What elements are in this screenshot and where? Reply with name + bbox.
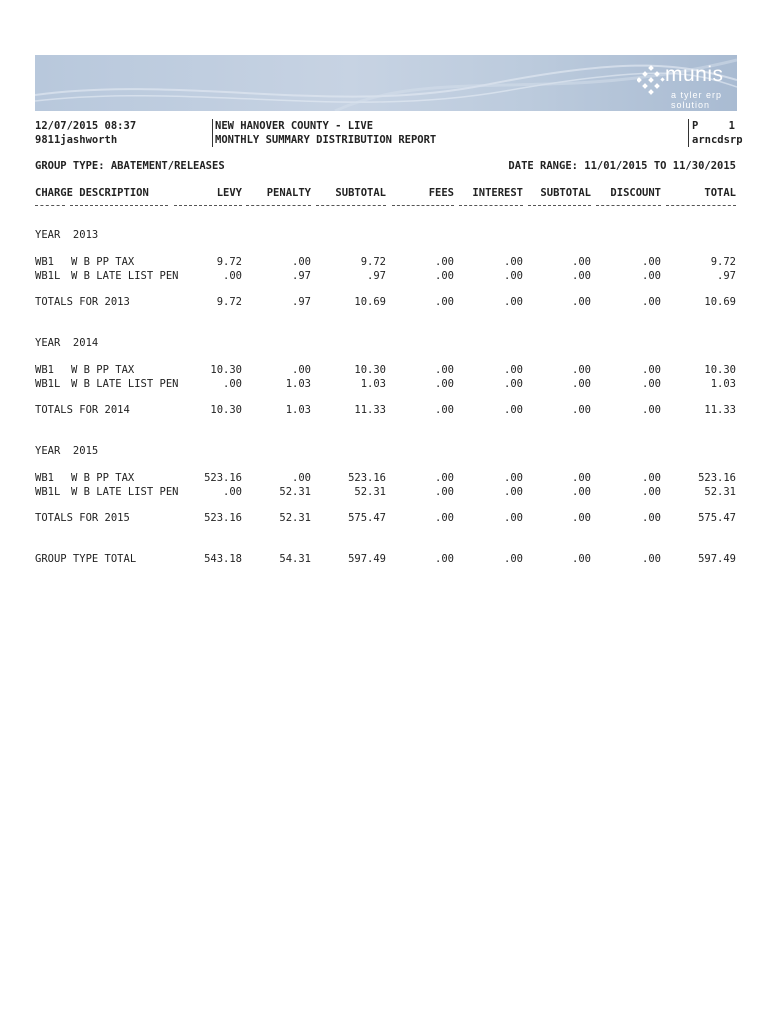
group-total-total: 597.49 [698, 553, 736, 565]
cell-interest: .00 [504, 486, 523, 498]
header-underline [246, 205, 311, 206]
cell-subtotal-2: .00 [572, 378, 591, 390]
cell-interest: .00 [504, 364, 523, 376]
col-header-levy: LEVY [216, 187, 242, 199]
group-total-subtotal-1: 597.49 [348, 553, 386, 565]
col-header-penalty: PENALTY [266, 187, 311, 199]
charge-code: WB1L [35, 486, 61, 498]
group-total-subtotal-2: .00 [572, 553, 591, 565]
cell-levy: 10.30 [210, 364, 242, 376]
cell-discount: .00 [642, 472, 661, 484]
total-discount: .00 [642, 512, 661, 524]
cell-subtotal-1: 52.31 [354, 486, 386, 498]
total-subtotal-2: .00 [572, 296, 591, 308]
report-datetime: 12/07/2015 08:37 [35, 120, 137, 132]
group-total-levy: 543.18 [204, 553, 242, 565]
col-header-subtotal-2: SUBTOTAL [540, 187, 591, 199]
cell-interest: .00 [504, 378, 523, 390]
header-underline [316, 205, 386, 206]
charge-description: W B PP TAX [71, 256, 135, 268]
cell-total: 9.72 [710, 256, 736, 268]
charge-description: W B PP TAX [71, 472, 135, 484]
logo-tagline: a tyler erp solution [671, 90, 723, 110]
cell-subtotal-1: 10.30 [354, 364, 386, 376]
total-fees: .00 [435, 296, 454, 308]
cell-levy: 523.16 [204, 472, 242, 484]
cell-fees: .00 [435, 486, 454, 498]
program-name: arncdsrp [692, 134, 743, 146]
charge-code: WB1 [35, 472, 54, 484]
charge-code: WB1L [35, 270, 61, 282]
total-fees: .00 [435, 512, 454, 524]
group-total-interest: .00 [504, 553, 523, 565]
cell-penalty: 1.03 [285, 378, 311, 390]
total-penalty: 52.31 [279, 512, 311, 524]
year-totals-label: TOTALS FOR 2013 [35, 296, 130, 308]
cell-total: 1.03 [710, 378, 736, 390]
cell-fees: .00 [435, 472, 454, 484]
charge-description: W B LATE LIST PEN [71, 270, 179, 282]
year-totals-label: TOTALS FOR 2014 [35, 404, 130, 416]
total-interest: .00 [504, 404, 523, 416]
cell-subtotal-1: 1.03 [360, 378, 386, 390]
cell-total: 52.31 [704, 486, 736, 498]
header-underline [392, 205, 454, 206]
cell-discount: .00 [642, 378, 661, 390]
group-total-discount: .00 [642, 553, 661, 565]
total-fees: .00 [435, 404, 454, 416]
report-user: 9811jashworth [35, 134, 118, 146]
header-underline [70, 205, 168, 206]
munis-logo [637, 63, 729, 110]
group-total-penalty: 54.31 [279, 553, 311, 565]
cell-fees: .00 [435, 270, 454, 282]
cell-subtotal-2: .00 [572, 364, 591, 376]
cell-subtotal-2: .00 [572, 256, 591, 268]
charge-description: W B LATE LIST PEN [71, 378, 179, 390]
page-label: P [692, 120, 699, 132]
total-levy: 9.72 [216, 296, 242, 308]
cell-penalty: 52.31 [279, 486, 311, 498]
county-name: NEW HANOVER COUNTY - LIVE [215, 120, 374, 132]
cell-discount: .00 [642, 364, 661, 376]
total-levy: 10.30 [210, 404, 242, 416]
cell-discount: .00 [642, 486, 661, 498]
cell-interest: .00 [504, 472, 523, 484]
col-header-discount: DISCOUNT [610, 187, 661, 199]
cell-subtotal-1: 523.16 [348, 472, 386, 484]
cell-fees: .00 [435, 364, 454, 376]
date-range: DATE RANGE: 11/01/2015 TO 11/30/2015 [508, 160, 736, 172]
charge-code: WB1 [35, 364, 54, 376]
header-underline [528, 205, 591, 206]
total-discount: .00 [642, 296, 661, 308]
page-number: 1 [728, 120, 735, 132]
total-subtotal-1: 575.47 [348, 512, 386, 524]
report-title: MONTHLY SUMMARY DISTRIBUTION REPORT [215, 134, 437, 146]
charge-description: W B LATE LIST PEN [71, 486, 179, 498]
logo-wordmark: munis [665, 63, 724, 86]
total-total: 10.69 [704, 296, 736, 308]
total-interest: .00 [504, 296, 523, 308]
header-divider-right [688, 119, 689, 147]
cell-total: 523.16 [698, 472, 736, 484]
header-underline [666, 205, 736, 206]
col-header-charge: CHARGE DESCRIPTION [35, 187, 149, 199]
header-underline [174, 205, 242, 206]
total-penalty: 1.03 [285, 404, 311, 416]
year-totals-label: TOTALS FOR 2015 [35, 512, 130, 524]
header-underline [459, 205, 523, 206]
cell-subtotal-1: 9.72 [360, 256, 386, 268]
cell-subtotal-1: .97 [367, 270, 386, 282]
logo-diamond-icon [637, 65, 665, 95]
group-total-label: GROUP TYPE TOTAL [35, 553, 137, 565]
report-banner [35, 55, 737, 111]
total-total: 575.47 [698, 512, 736, 524]
charge-code: WB1 [35, 256, 54, 268]
charge-code: WB1L [35, 378, 61, 390]
cell-levy: .00 [223, 378, 242, 390]
banner-wave-graphic [35, 55, 737, 111]
col-header-fees: FEES [428, 187, 454, 199]
total-subtotal-1: 11.33 [354, 404, 386, 416]
cell-interest: .00 [504, 256, 523, 268]
col-header-interest: INTEREST [472, 187, 523, 199]
year-label: YEAR 2013 [35, 229, 99, 241]
group-total-fees: .00 [435, 553, 454, 565]
header-divider-left [212, 119, 213, 147]
year-label: YEAR 2015 [35, 445, 99, 457]
group-type: GROUP TYPE: ABATEMENT/RELEASES [35, 160, 225, 172]
total-subtotal-2: .00 [572, 512, 591, 524]
cell-subtotal-2: .00 [572, 486, 591, 498]
cell-total: 10.30 [704, 364, 736, 376]
col-header-subtotal-1: SUBTOTAL [335, 187, 386, 199]
header-underline [596, 205, 661, 206]
total-interest: .00 [504, 512, 523, 524]
cell-fees: .00 [435, 378, 454, 390]
cell-discount: .00 [642, 256, 661, 268]
cell-levy: 9.72 [216, 256, 242, 268]
cell-levy: .00 [223, 270, 242, 282]
total-levy: 523.16 [204, 512, 242, 524]
total-subtotal-2: .00 [572, 404, 591, 416]
cell-levy: .00 [223, 486, 242, 498]
header-underline [35, 205, 65, 206]
total-discount: .00 [642, 404, 661, 416]
total-penalty: .97 [292, 296, 311, 308]
total-total: 11.33 [704, 404, 736, 416]
cell-interest: .00 [504, 270, 523, 282]
col-header-total: TOTAL [704, 187, 736, 199]
cell-discount: .00 [642, 270, 661, 282]
year-label: YEAR 2014 [35, 337, 99, 349]
charge-description: W B PP TAX [71, 364, 135, 376]
cell-penalty: .00 [292, 256, 311, 268]
total-subtotal-1: 10.69 [354, 296, 386, 308]
cell-fees: .00 [435, 256, 454, 268]
cell-penalty: .00 [292, 364, 311, 376]
cell-subtotal-2: .00 [572, 472, 591, 484]
cell-penalty: .97 [292, 270, 311, 282]
cell-subtotal-2: .00 [572, 270, 591, 282]
cell-penalty: .00 [292, 472, 311, 484]
cell-total: .97 [717, 270, 736, 282]
